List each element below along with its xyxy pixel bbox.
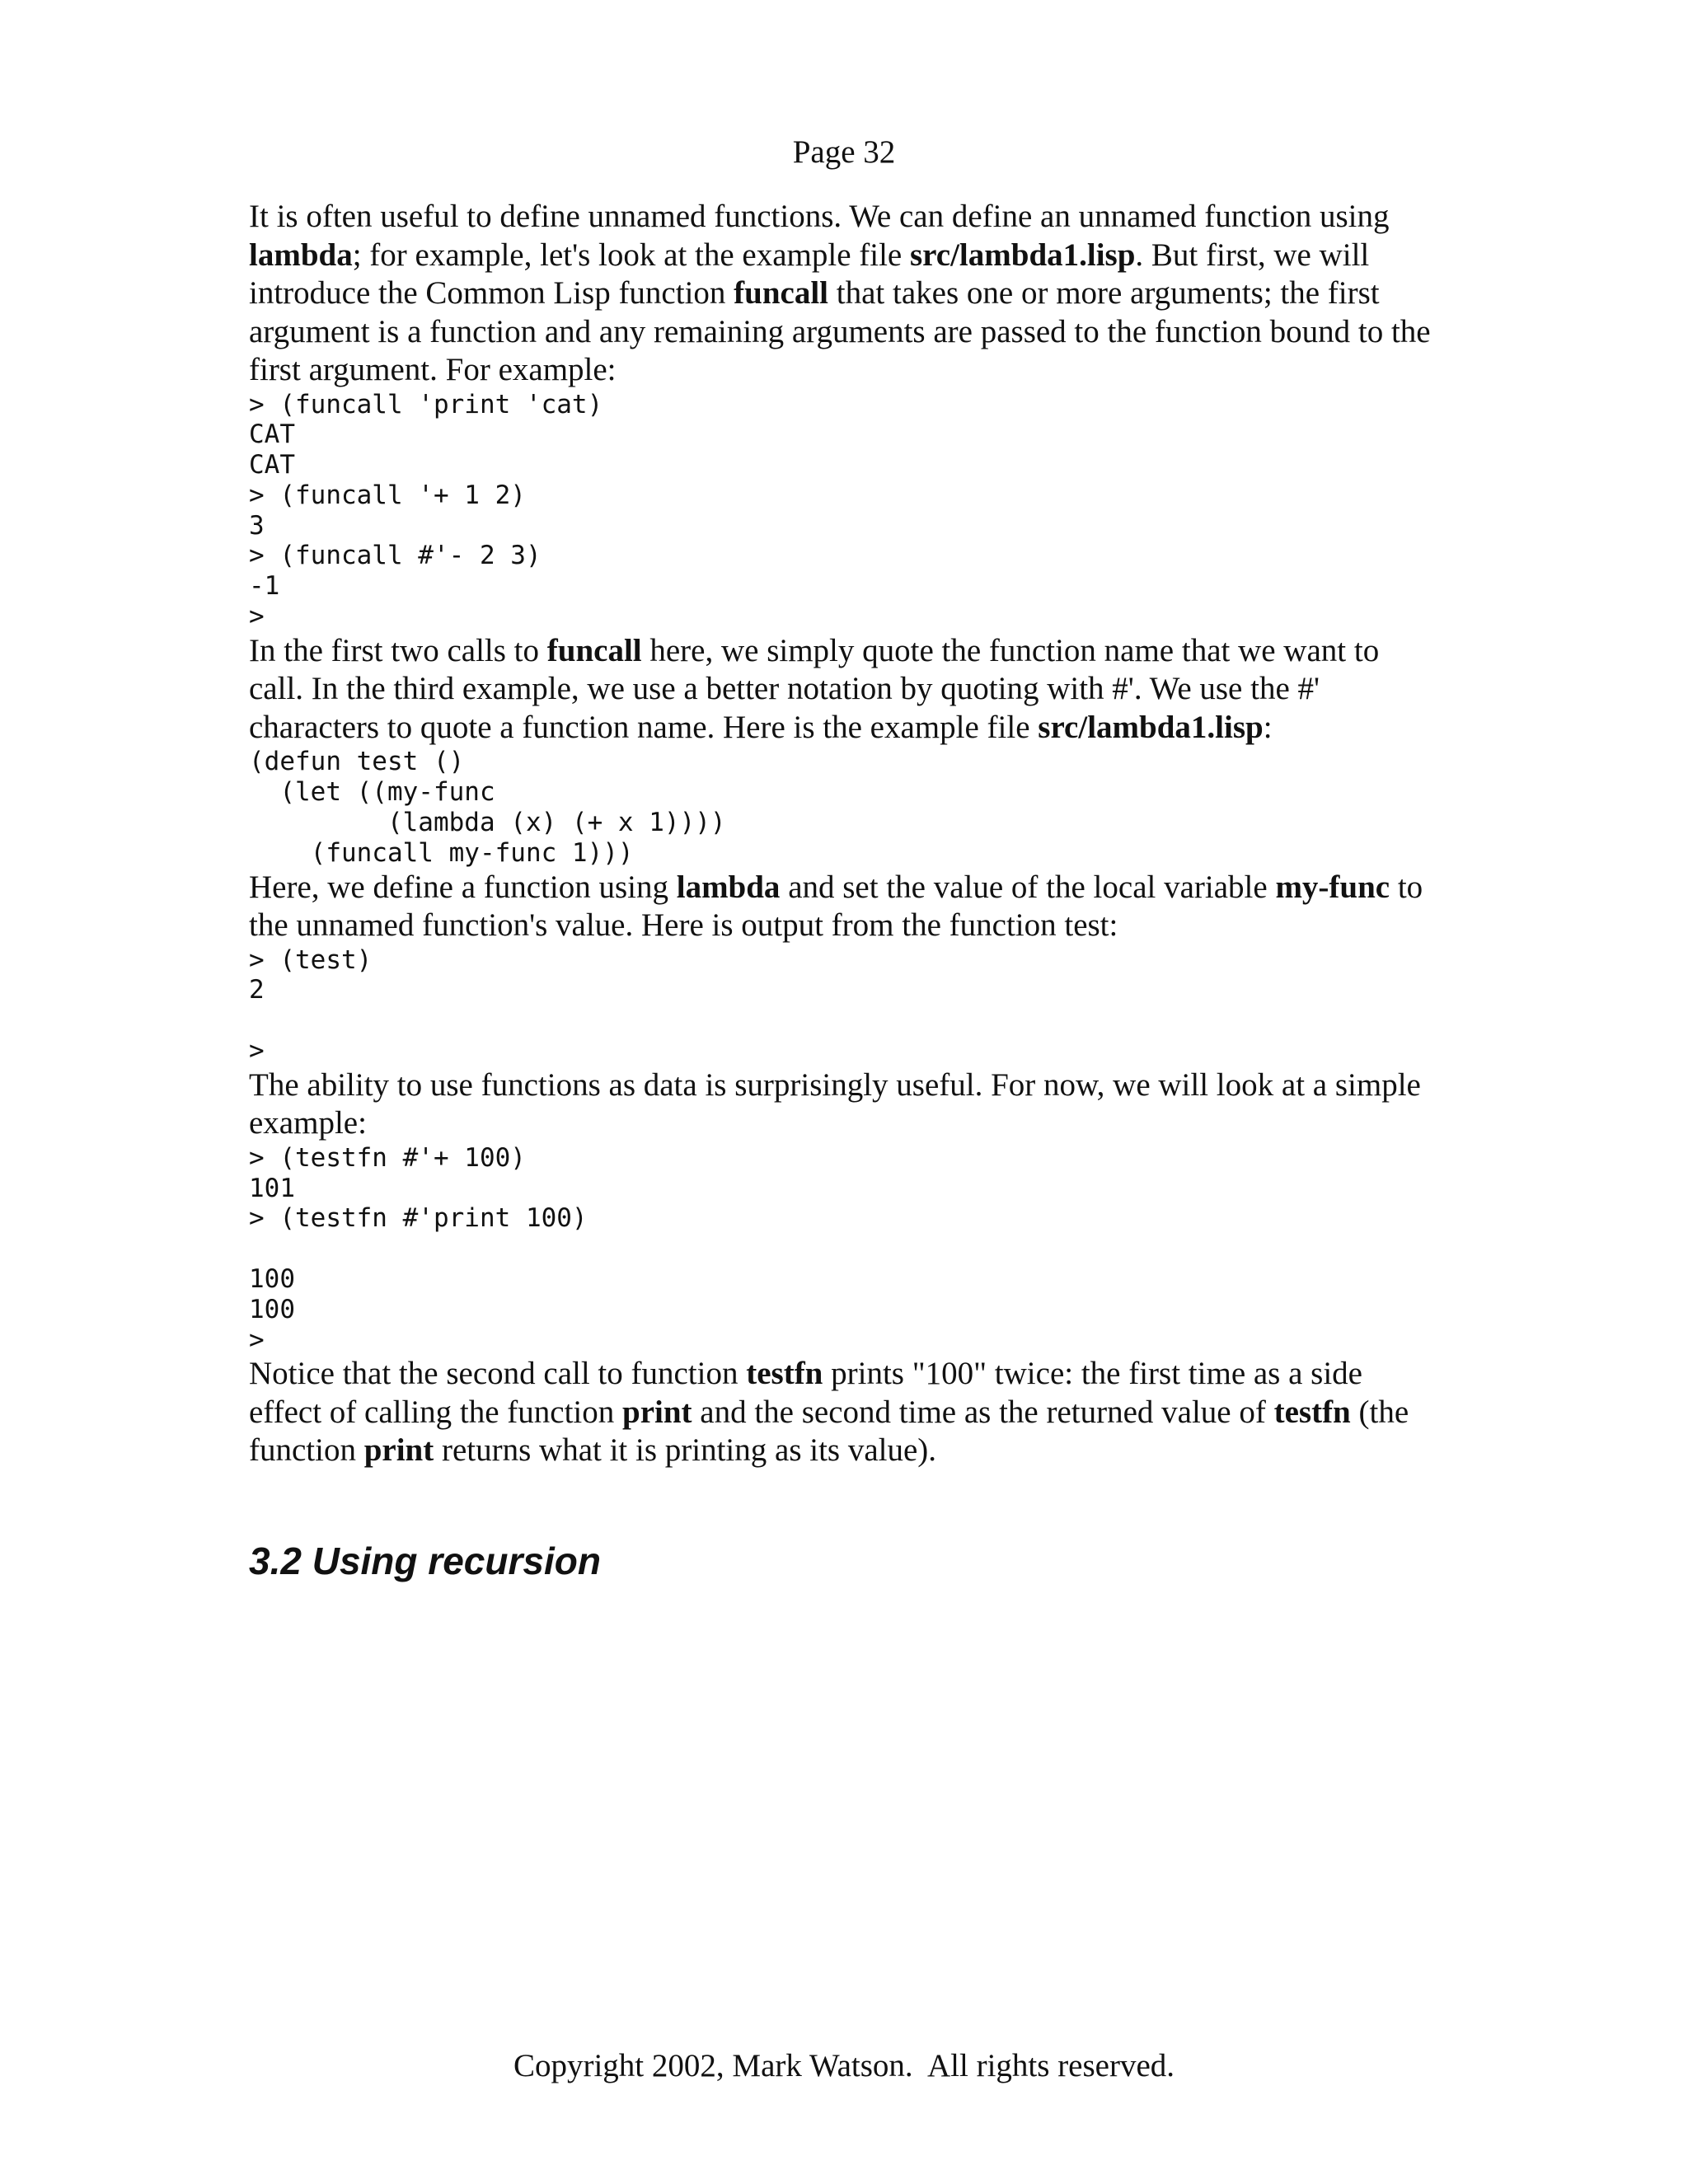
code-block-lambda-test: (defun test () (let ((my-func (lambda (x) (+ x 1)))) (funcall my-func 1))) xyxy=(249,747,726,868)
text: and set the value of the local variable xyxy=(780,869,1276,905)
page-content xyxy=(249,198,1436,1584)
keyword-lambda: lambda xyxy=(676,869,781,905)
text: (the function xyxy=(249,1394,1409,1469)
text: and the second time as the returned value of xyxy=(692,1394,1274,1430)
text: . But first, we will introduce the Common Lisp function xyxy=(249,237,1370,311)
keyword-my-func: my-func xyxy=(1275,869,1390,905)
text: that takes one or more arguments; the first argument is a function and any remaining arguments are passed to the function bound to the first argument. For example: xyxy=(249,275,1431,387)
keyword-testfn: testfn xyxy=(746,1356,823,1392)
keyword-funcall: funcall xyxy=(546,632,642,668)
keyword-print: print xyxy=(622,1394,692,1430)
paragraph-testfn-explain xyxy=(249,1355,1436,1470)
page-number: Page 32 xyxy=(792,134,896,170)
paragraph-functions-as-data: The ability to use functions as data is surprisingly useful. For now, we will look at a simple example: xyxy=(249,1066,1421,1141)
code-block-test-output: > (test) 2 > xyxy=(249,944,373,1066)
text: : xyxy=(1263,709,1273,745)
code-block-funcall-examples: > (funcall 'print 'cat) CAT CAT > (funcall '+ 1 2) 3 > (funcall #'- 2 3) -1 > xyxy=(249,389,603,632)
copyright-footer: Copyright 2002, Mark Watson. All rights reserved. xyxy=(513,2048,1175,2083)
text: to the unnamed function's value. Here is output from the function test: xyxy=(249,869,1423,944)
keyword-print: print xyxy=(363,1432,434,1469)
text: In the first two calls to xyxy=(249,632,547,668)
paragraph-lambda-explain xyxy=(249,869,1436,945)
code-block-testfn: > (testfn #'+ 100) 101 > (testfn #'print 100) 100 100 > xyxy=(249,1142,588,1355)
text: prints "100" twice: the first time as a side effect of calling the function xyxy=(249,1356,1362,1430)
text: returns what it is printing as its value). xyxy=(434,1432,937,1469)
text: Notice that the second call to function xyxy=(249,1356,747,1392)
text: ; for example, let's look at the example file xyxy=(352,237,910,273)
paragraph-funcall-intro xyxy=(249,198,1436,390)
filename-lambda1: src/lambda1.lisp xyxy=(1038,709,1264,745)
keyword-funcall: funcall xyxy=(734,275,829,311)
text: here, we simply quote the function name that we want to call. In the third example, we use a better notation by quoting with #'. We use the #' characters to quote a function name. Here is the example file xyxy=(249,632,1380,745)
keyword-testfn: testfn xyxy=(1273,1394,1351,1430)
keyword-lambda: lambda xyxy=(249,237,353,273)
filename-lambda1: src/lambda1.lisp xyxy=(910,237,1136,273)
section-heading: 3.2 Using recursion xyxy=(249,1539,601,1582)
text: Here, we define a function using xyxy=(249,869,677,905)
text: It is often useful to define unnamed functions. We can define an unnamed function using xyxy=(249,199,1390,234)
paragraph-quoting xyxy=(249,632,1436,748)
